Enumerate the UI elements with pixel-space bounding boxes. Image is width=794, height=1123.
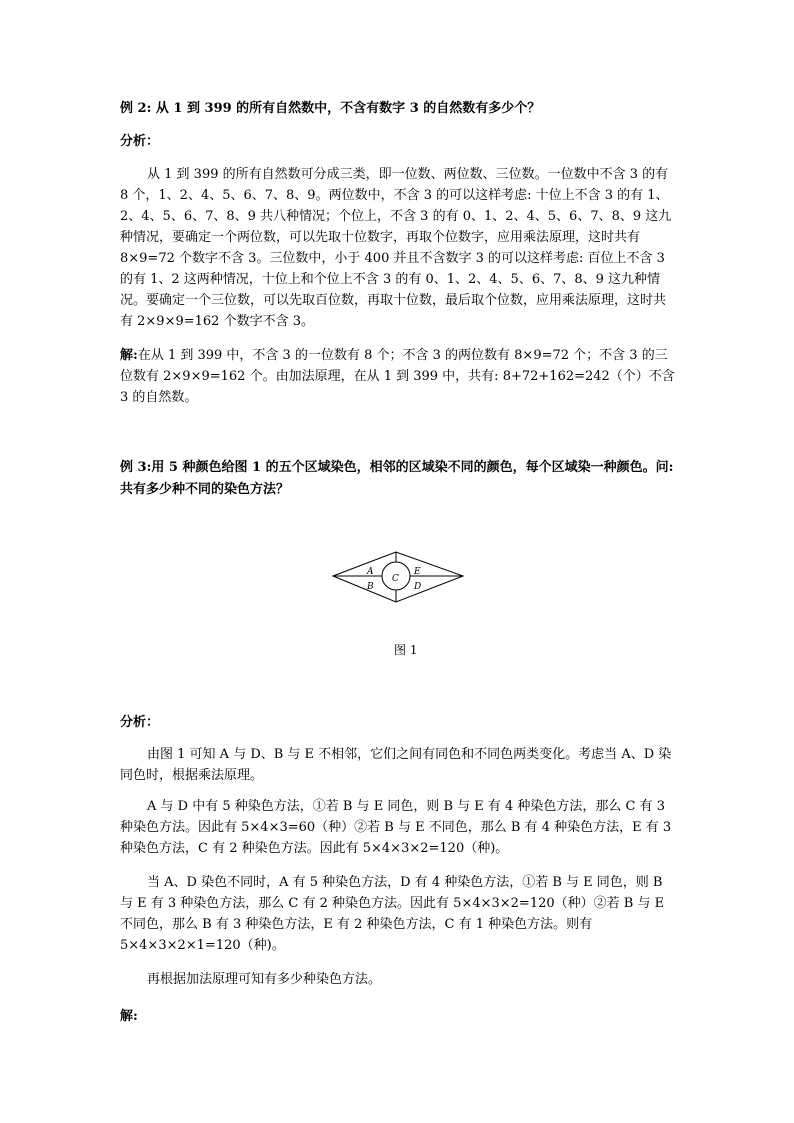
example-3-analysis-p4: 再根据加法原理可知有多少种染色方法。 — [147, 972, 382, 987]
region-label-e: E — [414, 567, 421, 577]
figure-caption: 图 1 — [394, 643, 418, 657]
region-label-d: D — [414, 582, 422, 592]
example-2-solution — [120, 345, 676, 408]
example-2-analysis-label: 分析： — [120, 134, 160, 149]
example-2-solution-label: 解: — [120, 348, 138, 363]
example-2-title: 例 2: 从 1 到 399 的所有自然数中，不含有数字 3 的自然数有多少个？ — [120, 101, 541, 116]
region-label-b: B — [367, 582, 374, 592]
example-3-solution-label: 解: — [120, 1009, 138, 1024]
example-3-analysis-p3: 当 A、D 染色不同时，A 有 5 种染色方法，D 有 4 种染色方法，①若 B 与 E 同色，则 B 与 E 有 3 种染色方法，那么 C 有 2 种染色方法。因此有 5×4×3×2=120（种）②若 B 与 E 不同色，那么 B 有 3 种染色方法，E 有 2 种染色方法，C 有 1 种染色方法。则有 5×4×3×2×1=120（种)。 — [120, 875, 665, 953]
example-2-solution-text: 在从 1 到 399 中，不含 3 的一位数有 8 个；不含 3 的两位数有 8×9=72 个；不含 3 的三位数有 2×9×9=162 个。由加法原理，在从 1 到 399 中，共有: 8+72+162=242（个）不含 3 的自然数。 — [120, 348, 675, 405]
example-3-analysis-p2: A 与 D 中有 5 种染色方法，①若 B 与 E 同色，则 B 与 E 有 4 种染色方法，那么 C 有 3 种染色方法。因此有 5×4×3=60（种）②若 B 与 E 不同色，那么 B 有 4 种染色方法，E 有 3 种染色方法，C 有 2 种染色方法。因此有 5×4×3×2=120（种)。 — [120, 799, 672, 856]
example-3-analysis-label: 分析： — [120, 715, 160, 730]
example-3-analysis-p1: 由图 1 可知 A 与 D、B 与 E 不相邻，它们之间有同色和不同色两类变化。考虑当 A、D 染同色时，根据乘法原理。 — [120, 747, 672, 783]
example-2-analysis-text: 从 1 到 399 的所有自然数可分成三类，即一位数、两位数、三位数。一位数中不含 3 的有 8 个，1、2、4、5、6、7、8、9。两位数中，不含 3 的可以这样考虑: 十位上不含 3 的有 1、2、4、5、6、7、8、9 共八种情况；个位上，不含 3 的有 0、1、2、4、5、6、7、8、9 这九种情况，要确定一个两位数，可以先取十位数字，再取个位数字，应用乘法原理，这时共有 8×9=72 个数字不含 3。三位数中，小于 400 并且不含数字 3 的可以这样考虑: 百位上不含 3 的有 1、2 这两种情况，十位上和个位上不含 3 的有 0、1、2、4、5、6、7、8、9 这九种情况。要确定一个三位数，可以先取百位数，再取十位数，最后取个位数，应用乘法原理，这时共有 2×9×9=162 个数字不含 3。 — [120, 167, 672, 329]
example-3-title: 例 3:用 5 种颜色给图 1 的五个区域染色，相邻的区域染不同的颜色，每个区域染一种颜色。问: 共有多少种不同的染色方法？ — [120, 460, 674, 497]
region-label-c: C — [392, 574, 399, 584]
region-label-a: A — [367, 567, 374, 577]
figure-1-diagram — [331, 550, 465, 606]
